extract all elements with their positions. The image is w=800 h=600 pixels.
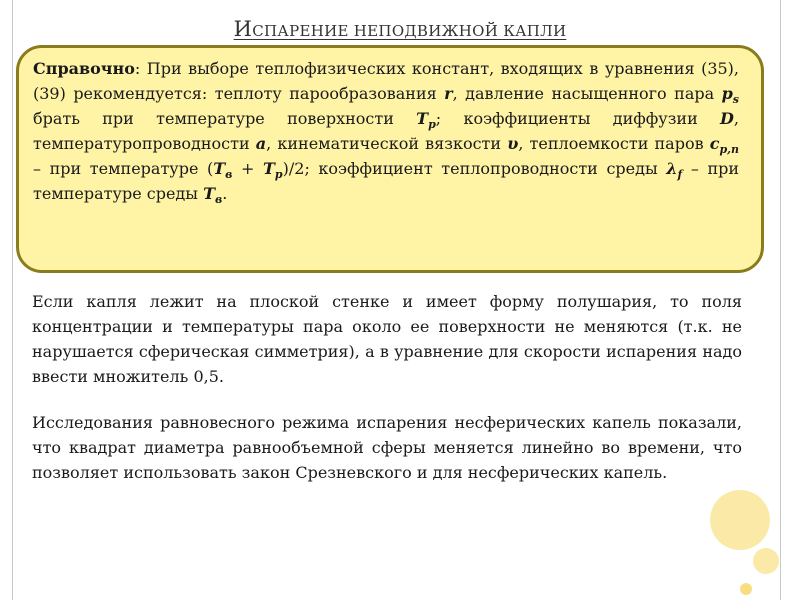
slide-title xyxy=(0,17,800,41)
symbol-c-sub: p,n xyxy=(719,143,740,157)
symbol-T-surface-2-sub: p xyxy=(274,168,283,182)
paragraph-nonspherical: Исследования равновесного режима испарения несферических капель показали, что квадрат диаметра равнообъемной сферы меняется линейно во времени, что позволяет использовать закон Срезневского и для несферических капель. xyxy=(32,413,742,482)
note-text-7: , теплоемкости паров xyxy=(518,134,710,153)
symbol-p: p xyxy=(721,84,733,103)
symbol-lambda: λ xyxy=(666,159,678,178)
symbol-T-medium-2: T xyxy=(203,184,215,203)
reference-note-box xyxy=(16,45,764,273)
note-text-4: ; коэффициенты диффузии xyxy=(435,109,721,128)
reference-note-text xyxy=(33,56,739,206)
title-initial: И xyxy=(233,17,253,41)
right-border-line xyxy=(780,0,781,600)
symbol-T-medium-sub: в xyxy=(225,168,233,182)
symbol-T-surface: T xyxy=(416,109,429,128)
note-text-8: – при температуре ( xyxy=(33,159,214,178)
note-text-12: . xyxy=(222,184,228,203)
note-text-1: : При выборе теплофизических констант, входящих в уравнения (35), (39) рекомендуется: теплоту парообразования xyxy=(33,59,739,103)
note-text-2: , давление насыщенного пара xyxy=(452,84,722,103)
note-text-6: , кинематической вязкости xyxy=(266,134,508,153)
note-lead: Справочно xyxy=(33,59,135,78)
symbol-r: r xyxy=(444,84,453,103)
note-text-3: брать при температуре поверхности xyxy=(33,109,417,128)
note-text-11: – при температуре среды xyxy=(33,159,740,203)
symbol-c: c xyxy=(709,134,720,153)
note-text-9: + xyxy=(232,159,264,178)
symbol-T-surface-2: T xyxy=(263,159,275,178)
symbol-lambda-sub: f xyxy=(677,168,683,182)
decor-circle-tiny xyxy=(740,583,752,595)
decor-circle-large xyxy=(710,490,770,550)
symbol-T-medium: T xyxy=(213,159,226,178)
note-text-5: , температуропроводности xyxy=(33,109,740,153)
symbol-D: D xyxy=(720,109,734,128)
symbol-p-sub: s xyxy=(732,93,739,107)
symbol-nu: υ xyxy=(507,134,519,153)
title-rest: СПАРЕНИЕ НЕПОДВИЖНОЙ КАПЛИ xyxy=(252,22,567,40)
symbol-a: a xyxy=(255,134,267,153)
decor-circle-small xyxy=(753,548,779,574)
note-text-10: )/2; коэффициент теплопроводности среды xyxy=(282,159,667,178)
left-border-line xyxy=(12,0,13,600)
paragraph-hemisphere: Если капля лежит на плоской стенке и имеет форму полушария, то поля концентрации и температуры пара около ее поверхности не меняются (т.к. не нарушается сферическая симметрия), а в уравнение для скорости испарения надо ввести множитель 0,5. xyxy=(32,292,742,386)
symbol-T-surface-sub: p xyxy=(428,118,436,132)
symbol-T-medium-2-sub: в xyxy=(215,193,223,207)
